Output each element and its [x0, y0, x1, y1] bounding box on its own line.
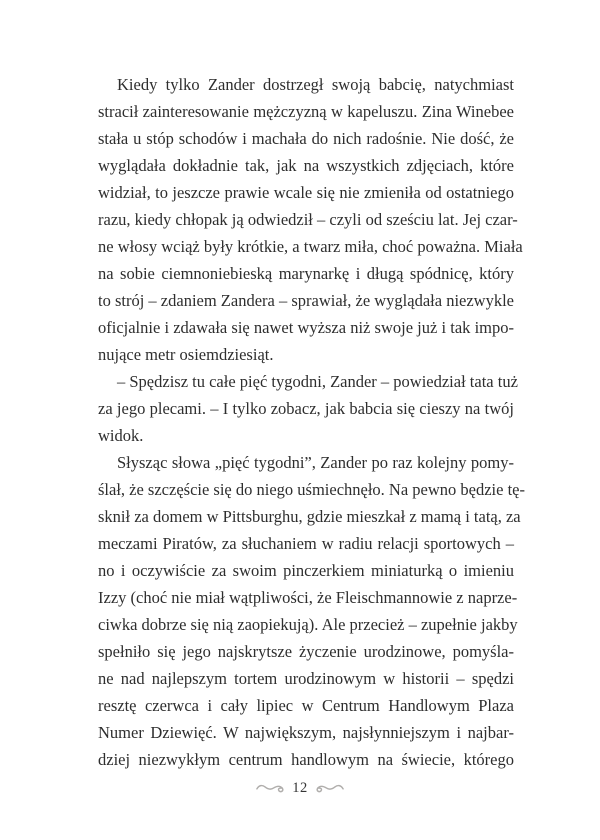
text-line: ne nad najlepszym tortem urodzinowym w historii – spędzi: [98, 669, 514, 688]
text-line: na sobie ciemnoniebieską marynarkę i długą spódnicę, który: [98, 264, 514, 283]
paragraph: [98, 449, 525, 773]
text-line: to strój – zdaniem Zandera – sprawiał, że wyglądała niezwykle: [98, 291, 515, 310]
swash-flourish-left-icon: [256, 782, 285, 793]
text-line: Numer Dziewięć. W największym, najsłynniejszym i najbar-: [98, 723, 514, 742]
text-line: spełniło się jego najskrytsze życzenie urodzinowe, pomyśla-: [98, 642, 514, 661]
text-line: Izzy (choć nie miał wątpliwości, że Fleischmannowie z naprze-: [98, 588, 518, 607]
text-line: za jego plecami. – I tylko zobacz, jak babcia się cieszy na twój: [98, 399, 514, 418]
text-line: Kiedy tylko Zander dostrzegł swoją babcię, natychmiast: [117, 75, 514, 94]
page-footer: [0, 780, 600, 796]
text-line: oficjalnie i zdawała się nawet wyższa niż swoje już i tak impo-: [98, 318, 514, 337]
text-line: dziej niezwykłym centrum handlowym na świecie, którego: [98, 750, 514, 769]
text-line: stała u stóp schodów i machała do nich radośnie. Nie dość, że: [98, 129, 514, 148]
text-line: ne włosy wciąż były krótkie, a twarz miła, choć poważna. Miała: [98, 237, 523, 256]
swash-flourish-right-icon: [315, 782, 344, 793]
text-line: meczami Piratów, za słuchaniem w radiu relacji sportowych –: [98, 534, 514, 553]
text-line: Słysząc słowa „pięć tygodni”, Zander po raz kolejny pomy-: [117, 453, 514, 472]
text-line: wyglądała dokładnie tak, jak na wszystkich zdjęciach, które: [98, 156, 514, 175]
text-line: – Spędzisz tu całe pięć tygodni, Zander – powiedział tata tuż: [117, 372, 518, 391]
text-line: razu, kiedy chłopak ją odwiedził – czyli od sześciu lat. Jej czar-: [98, 210, 518, 229]
paragraph: [98, 71, 523, 368]
paragraph: [98, 368, 518, 449]
text-line: ślał, że szczęście się do niego uśmiechnęło. Na pewno będzie tę-: [98, 480, 525, 499]
text-line: widział, to jeszcze prawie wcale się nie zmieniła od ostatniego: [98, 183, 514, 202]
text-line: ciwka dobrze się nią zaopiekują). Ale przecież – zupełnie jakby: [98, 615, 518, 634]
text-line: resztę czerwca i cały lipiec w Centrum Handlowym Plaza: [98, 696, 514, 715]
text-line: nujące metr osiemdziesiąt.: [98, 345, 274, 364]
text-line: sknił za domem w Pittsburghu, gdzie mieszkał z mamą i tatą, za: [98, 507, 521, 526]
text-line: widok.: [98, 426, 144, 445]
text-line: no i oczywiście za swoim pinczerkiem miniaturką o imieniu: [98, 561, 514, 580]
text-line: stracił zainteresowanie mężczyzną w kapeluszu. Zina Winebee: [98, 102, 514, 121]
text-block: [98, 71, 525, 773]
page-number: 12: [292, 780, 308, 796]
